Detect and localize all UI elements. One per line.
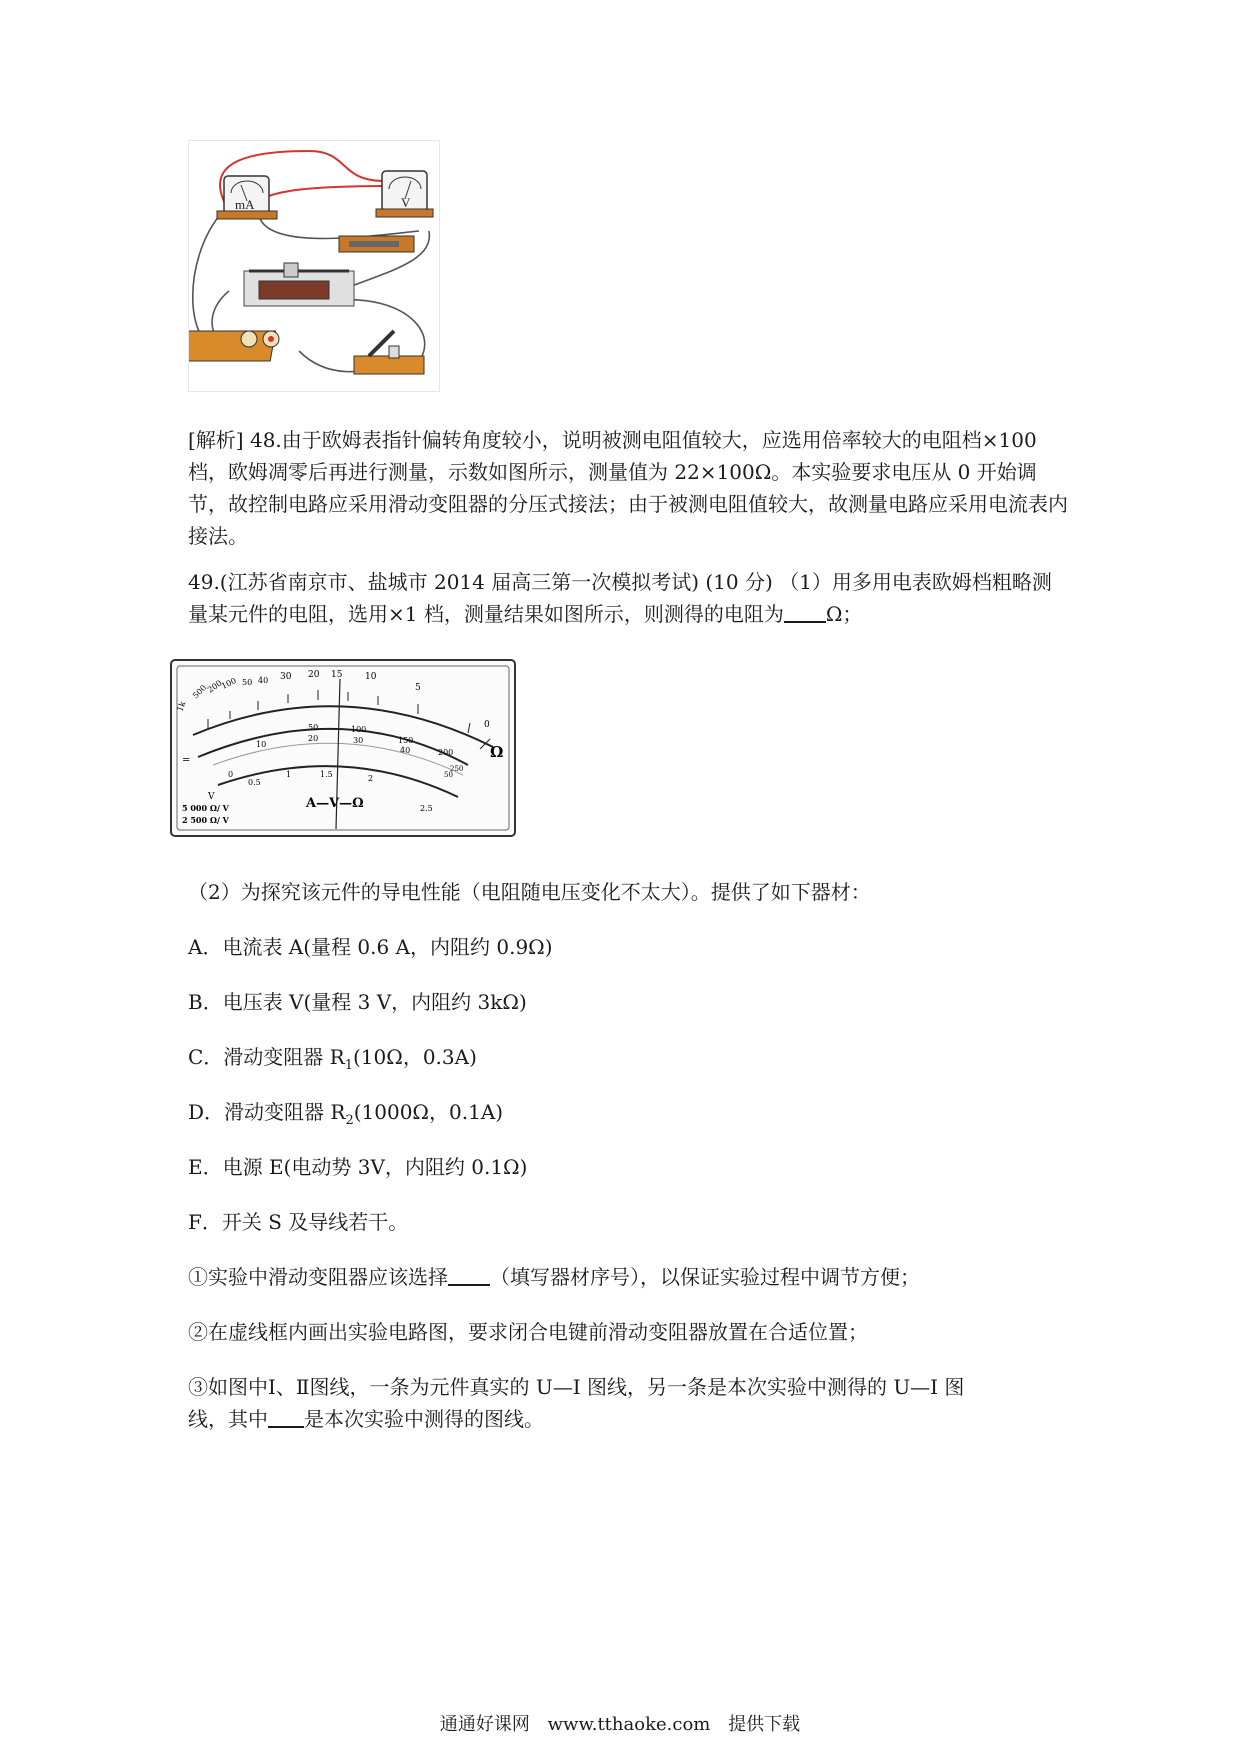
item-c-post: (10Ω，0.3A) — [353, 1045, 477, 1069]
dc-mid-20: 20 — [308, 734, 319, 743]
item-b: B．电压表 V(量程 3 V，内阻约 3kΩ) — [188, 990, 527, 1014]
ohm-tick-15: 15 — [331, 670, 343, 680]
ohm-tick-1k: 1k — [175, 700, 188, 713]
ohm-tick-100: 100 — [220, 676, 238, 691]
dc-top-150: 150 — [398, 736, 414, 745]
item-e: E．电源 E(电动势 3V，内阻约 0.1Ω) — [188, 1155, 528, 1179]
ohm-tick-40: 40 — [258, 676, 269, 685]
dc-top-50: 50 — [308, 723, 319, 732]
dc-mid-10: 10 — [256, 740, 267, 749]
dc-low-2: 2 — [368, 774, 374, 783]
item-c-sub: 1 — [344, 1058, 353, 1073]
dc-mid-30: 30 — [353, 736, 364, 745]
analysis-tag: [解析] — [188, 428, 244, 452]
q3-pre: 线，其中 — [188, 1407, 268, 1431]
ohm-tick-5: 5 — [415, 683, 421, 693]
q3-post: 是本次实验中测得的图线。 — [304, 1407, 544, 1431]
dc-low-2-5: 2.5 — [420, 804, 433, 813]
footer-site: 通通好课网 — [439, 1714, 530, 1735]
question-unit: Ω； — [825, 602, 863, 626]
dc-top-100: 100 — [351, 725, 367, 734]
answer-blank-rheostat[interactable] — [448, 1264, 490, 1286]
question-2: ②在虚线框内画出实验电路图，要求闭合电键前滑动变阻器放置在合适位置； — [188, 1320, 868, 1344]
meter-center-label: A—V—Ω — [306, 796, 364, 811]
question-3-line1: ③如图中Ⅰ、Ⅱ图线，一条为元件真实的 U—I 图线，另一条是本次实验中测得的 U—I 图 — [188, 1375, 965, 1399]
ohm-tick-0: 0 — [484, 720, 490, 730]
dc-top-200: 200 — [438, 748, 454, 757]
omega-label: Ω — [490, 743, 504, 761]
milliammeter-label: mA — [235, 197, 255, 212]
item-c — [188, 1043, 477, 1080]
footer-url[interactable]: www.tthaoke.com — [547, 1714, 711, 1735]
item-d-post: (1000Ω，0.1A) — [353, 1100, 504, 1124]
footer-suffix: 提供下载 — [728, 1714, 801, 1735]
dc-low-1: 1 — [286, 770, 292, 779]
dc-low-0-5: 0.5 — [248, 778, 261, 787]
analysis-text: 48.由于欧姆表指针偏转角度较小，说明被测电阻值较大，应选用倍率较大的电阻档×100档，欧姆凋零后再进行测量，示数如图所示，测量值为 22×100Ω。本实验要求电压从 0 开始调节，故控制电路应采用滑动变阻器的分压式接法；由于被测电阻值较大，故测量电路应采用电流表内接法。 — [188, 428, 1068, 548]
dc-mid-40: 40 — [400, 746, 411, 755]
dc-low-1-5: 1.5 — [320, 770, 333, 779]
item-d-sub: 2 — [345, 1113, 354, 1128]
ohm-tick-500: 500 — [191, 683, 209, 701]
q1-post: （填写器材序号），以保证实验过程中调节方便； — [490, 1265, 920, 1289]
ohm-tick-30: 30 — [280, 672, 292, 682]
part2-intro: （2）为探究该元件的导电性能（电阻随电压变化不太大）。提供了如下器材： — [188, 880, 871, 904]
answer-blank-graph[interactable] — [268, 1406, 304, 1428]
ohm-tick-10: 10 — [365, 672, 377, 682]
item-f: F．开关 S 及导线若干。 — [188, 1210, 409, 1234]
item-a: A．电流表 A(量程 0.6 A，内阻约 0.9Ω) — [188, 935, 553, 959]
sensitivity-note-2: 2 500 Ω/ V — [182, 815, 229, 825]
dc-mark: = — [182, 755, 191, 766]
question-49 — [188, 566, 1068, 630]
question-text: 49.(江苏省南京市、盐城市 2014 届高三第一次模拟考试) (10 分) （1）用多用电表欧姆档粗略测量某元件的电阻，选用×1 档，测量结果如图所示，则测得的电阻为 — [188, 570, 1052, 626]
meter-dial — [168, 657, 518, 839]
ohm-tick-50: 50 — [242, 678, 253, 687]
voltmeter-label: V — [401, 195, 411, 210]
meter-figure — [168, 657, 518, 839]
ohm-tick-20: 20 — [308, 670, 320, 680]
sensitivity-note-1: 5 000 Ω/ V — [182, 803, 229, 813]
item-d-pre: D．滑动变阻器 R — [188, 1100, 346, 1124]
circuit-drawing — [189, 141, 439, 391]
dc-mid-50: 50 — [444, 771, 453, 779]
dc-top-250: 250 — [450, 765, 464, 773]
ohm-tick-200: 200 — [205, 678, 224, 695]
question-3-line2 — [188, 1405, 544, 1433]
q1-pre: ①实验中滑动变阻器应该选择 — [188, 1265, 448, 1289]
page-footer — [0, 1710, 1240, 1736]
v-mark: V — [208, 792, 215, 802]
answer-blank-resistance[interactable] — [784, 601, 826, 623]
question-1 — [188, 1263, 920, 1291]
dc-low-0: 0 — [228, 770, 234, 779]
analysis-paragraph — [188, 424, 1068, 552]
item-c-pre: C．滑动变阻器 R — [188, 1045, 345, 1069]
circuit-figure — [188, 140, 440, 392]
item-d — [188, 1098, 503, 1135]
